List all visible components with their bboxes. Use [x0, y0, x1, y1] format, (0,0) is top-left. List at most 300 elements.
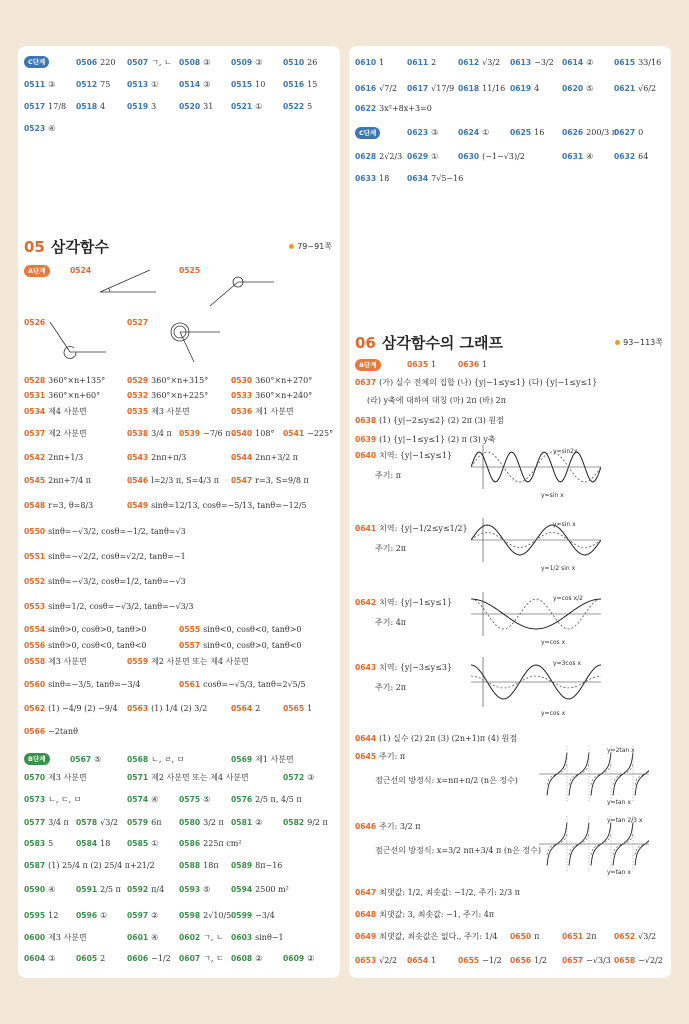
problem-number: 0570	[24, 773, 46, 782]
answer-text: sinθ=−√2/2, cosθ=√2/2, tanθ=−1	[48, 552, 186, 561]
problem-number: 0546	[127, 476, 149, 485]
answer-item	[407, 956, 436, 966]
problem-number: 0579	[127, 818, 149, 827]
problem-number: 0517	[24, 102, 46, 111]
answer-item	[283, 58, 317, 68]
answer-text: r=3, θ=8/3	[48, 501, 94, 510]
answer-item	[76, 911, 107, 921]
answer-text: 2	[255, 704, 261, 713]
period-text: 주기: 2π	[375, 544, 407, 553]
answer-item	[562, 956, 611, 966]
answer-text: 360°×n+60°	[48, 391, 101, 400]
answer-item	[407, 152, 438, 162]
answer-item	[127, 795, 158, 805]
answer-text: √3/2	[482, 58, 501, 67]
answer-item	[24, 407, 87, 417]
answer-item	[407, 174, 463, 184]
answer-text: 치역: {y|−1≤y≤1}	[379, 451, 453, 460]
answer-text: (1) {y|−2≤y≤2} (2) 2π (3) 원점	[379, 416, 504, 425]
function-graph	[471, 518, 601, 576]
problem-number: 0534	[24, 407, 46, 416]
answer-text: 제3 사분면	[48, 933, 87, 942]
answer-item	[127, 476, 219, 486]
answer-item	[179, 954, 224, 964]
answer-item	[127, 704, 207, 714]
problem-number: 0652	[614, 932, 636, 941]
answer-text: sinθ=1/2, cosθ=−√3/2, tanθ=−√3/3	[48, 602, 194, 611]
answer-item	[24, 839, 53, 849]
problem-number: 0597	[127, 911, 149, 920]
answer-text: sinθ>0, cosθ>0, tanθ>0	[48, 625, 147, 634]
answer-item	[355, 888, 520, 898]
problem-number: 0569	[231, 755, 253, 764]
answer-item	[231, 911, 275, 921]
answer-text: 주기: 3/2 π	[379, 822, 421, 831]
answer-item	[562, 58, 593, 68]
problem-number: 0595	[24, 911, 46, 920]
answer-text: ②	[255, 818, 263, 827]
answer-item	[283, 429, 333, 439]
answer-text: 제3 사분면	[151, 407, 190, 416]
problem-number: 0528	[24, 376, 46, 385]
answer-text: ㄱ, ㄴ	[151, 58, 172, 67]
answer-text: 18π	[203, 861, 219, 870]
answer-text: 17/8	[48, 102, 67, 111]
answer-item	[458, 152, 525, 162]
answer-text: −√2/2	[638, 956, 663, 965]
answer-text: 주기: π	[379, 752, 406, 761]
problem-number: 0562	[24, 704, 46, 713]
problem-number: 0541	[283, 429, 305, 438]
answer-text: 200/3 π	[586, 128, 617, 137]
answer-text: 최댓값: 3, 최솟값: −1, 주기: 4π	[379, 910, 495, 919]
answer-text: ⑤	[203, 885, 211, 894]
answer-text: 최댓값, 최솟값은 없다., 주기: 1/4	[379, 932, 498, 941]
answer-text: −3/2	[534, 58, 554, 67]
answer-text: 제2 사분면	[48, 429, 87, 438]
problem-number: 0515	[231, 80, 253, 89]
problem-number: 0506	[76, 58, 98, 67]
problem-number: 0612	[458, 58, 480, 67]
curve-label: y=cos x/2	[553, 595, 583, 602]
answer-item	[231, 476, 309, 486]
problem-number: 0618	[458, 84, 480, 93]
problem-number: 0598	[179, 911, 201, 920]
problem-number: 0529	[127, 376, 149, 385]
problem-number: 0530	[231, 376, 253, 385]
chapter-name: 삼각함수	[50, 238, 109, 256]
answer-text: 10	[255, 80, 266, 89]
answer-item	[179, 429, 231, 439]
problem-number: 0553	[24, 602, 46, 611]
problem-number: 0548	[24, 501, 46, 510]
answer-item	[355, 451, 452, 461]
answer-text: 2nπ+7/4 π	[48, 476, 92, 485]
problem-number: 0564	[231, 704, 253, 713]
problem-number: 0615	[614, 58, 636, 67]
problem-number: 0636	[458, 360, 480, 369]
problem-number: 0575	[179, 795, 201, 804]
answer-text: 220	[100, 58, 116, 67]
period-text: 주기: 4π	[375, 618, 407, 627]
answer-text: ③	[431, 128, 439, 137]
answer-item	[355, 598, 452, 608]
answer-item	[179, 641, 302, 651]
answer-item	[127, 933, 158, 943]
problem-number: 0568	[127, 755, 149, 764]
problem-number: 0552	[24, 577, 46, 586]
period-text: 주기: π	[375, 471, 401, 480]
problem-number: 0520	[179, 102, 201, 111]
answer-item	[231, 885, 289, 895]
answer-item	[283, 102, 312, 112]
problem-number: 0507	[127, 58, 149, 67]
problem-number: 0653	[355, 956, 377, 965]
answer-text: √2/2	[379, 956, 398, 965]
answer-text: ②	[307, 954, 315, 963]
problem-number: 0527	[127, 318, 149, 327]
answer-item	[458, 360, 487, 370]
answer-text: ③	[203, 80, 211, 89]
answer-text: 11/16	[482, 84, 506, 93]
problem-number: 0594	[231, 885, 253, 894]
answer-item	[231, 391, 312, 401]
answer-text: 2√10/5	[203, 911, 232, 920]
answer-text: ③	[255, 58, 263, 67]
answer-item	[407, 128, 438, 138]
problem-number: 0641	[355, 524, 377, 533]
chapter-title	[24, 236, 109, 257]
curve-label: y=tan x	[607, 799, 631, 806]
problem-number: 0588	[179, 861, 201, 870]
answer-item	[614, 58, 661, 68]
answer-text: 360°×n+225°	[151, 391, 209, 400]
problem-number: 0524	[70, 266, 92, 275]
answer-text: ⑤	[94, 755, 102, 764]
answer-text: ①	[151, 839, 159, 848]
answer-item	[355, 435, 496, 445]
answer-text: −7/6 π	[203, 429, 231, 438]
answer-text: 360°×n+240°	[255, 391, 313, 400]
answer-item	[179, 861, 219, 871]
answer-text: ④	[151, 933, 159, 942]
answer-item	[231, 861, 282, 871]
answer-item	[367, 396, 506, 406]
problem-number: 0591	[76, 885, 98, 894]
problem-number: 0656	[510, 956, 532, 965]
answer-text: sinθ=−√3/2, cosθ=1/2, tanθ=−√3	[48, 577, 186, 586]
answer-item	[24, 861, 155, 871]
problem-number: 0509	[231, 58, 253, 67]
answer-text: ㄱ, ㄷ	[203, 954, 224, 963]
answer-text: 2/5 π, 4/5 π	[255, 795, 302, 804]
problem-number: 0655	[458, 956, 480, 965]
answer-text: 3/4 π	[48, 818, 69, 827]
left-answer-panel	[18, 46, 340, 978]
problem-number: 0583	[24, 839, 46, 848]
problem-number: 0523	[24, 124, 46, 133]
answer-item	[283, 818, 328, 828]
answer-item	[24, 773, 87, 783]
answer-text: 4	[100, 102, 106, 111]
answer-text: 제1 사분면	[255, 407, 294, 416]
answer-text: r=3, S=9/8 π	[255, 476, 309, 485]
problem-number: 0657	[562, 956, 584, 965]
answer-item	[231, 429, 274, 439]
answer-text: ④	[151, 795, 159, 804]
problem-number: 0610	[355, 58, 377, 67]
answer-item	[127, 407, 190, 417]
answer-text: l=2/3 π, S=4/3 π	[151, 476, 220, 485]
answer-text: ④	[48, 885, 56, 894]
answer-item	[24, 391, 100, 401]
answer-text: 치역: {y|−3≤y≤3}	[379, 663, 453, 672]
problem-number: 0516	[283, 80, 305, 89]
answer-item	[231, 376, 312, 386]
chapter-number: 05	[24, 238, 45, 256]
answer-text: (가) 실수 전체의 집합 (나) {y|−1≤y≤1} (다) {y|−1≤y≤1}	[379, 378, 598, 387]
problem-number: 0629	[407, 152, 429, 161]
answer-item	[231, 818, 262, 828]
problem-number: 0640	[355, 451, 377, 460]
answer-item	[127, 429, 172, 439]
answer-text: 9/2 π	[307, 818, 328, 827]
problem-number: 0586	[179, 839, 201, 848]
badge-c: C단계	[355, 127, 380, 139]
problem-number: 0644	[355, 734, 377, 743]
answer-item	[127, 391, 208, 401]
answer-text: 1	[379, 58, 385, 67]
answer-item	[127, 376, 208, 386]
problem-number: 0599	[231, 911, 253, 920]
answer-item	[24, 625, 147, 635]
problem-number: 0566	[24, 727, 46, 736]
answer-text: ②	[586, 58, 594, 67]
answer-text: 제2 사분면 또는 제4 사분면	[151, 773, 249, 782]
answer-text: (−1−√3)/2	[482, 152, 525, 161]
answer-item	[127, 954, 171, 964]
answer-item	[24, 657, 87, 667]
problem-number: 0545	[24, 476, 46, 485]
answer-item	[76, 839, 110, 849]
problem-number: 0532	[127, 391, 149, 400]
answer-text: ①	[100, 911, 108, 920]
curve-label: y=tan 2/3 x	[607, 817, 643, 824]
problem-number: 0645	[355, 752, 377, 761]
problem-number: 0607	[179, 954, 201, 963]
answer-item	[24, 552, 186, 562]
answer-text: 16	[534, 128, 545, 137]
answer-text: 1	[431, 360, 437, 369]
problem-number: 0637	[355, 378, 377, 387]
answer-text: −3/4	[255, 911, 275, 920]
answer-item	[127, 911, 158, 921]
problem-number: 0606	[127, 954, 149, 963]
answer-item	[355, 910, 494, 920]
badge-a: A단계	[24, 265, 50, 277]
answer-item	[614, 956, 663, 966]
answer-item	[24, 602, 193, 612]
answer-text: −√3/3	[586, 956, 611, 965]
angle-figure	[96, 264, 166, 302]
answer-text: sinθ=12/13, cosθ=−5/13, tanθ=−12/5	[151, 501, 307, 510]
answer-item	[24, 795, 82, 805]
answer-text: 제4 사분면	[48, 407, 87, 416]
answer-item	[127, 755, 185, 765]
answer-text: 치역: {y|−1/2≤y≤1/2}	[379, 524, 468, 533]
answer-text: ③	[203, 58, 211, 67]
answer-text: −2tanθ	[48, 727, 78, 736]
answer-item	[355, 932, 498, 942]
problem-number: 0621	[614, 84, 636, 93]
answer-text: 2	[100, 954, 106, 963]
answer-item	[24, 704, 118, 714]
answer-text: ②	[151, 911, 159, 920]
answer-item	[355, 416, 504, 426]
curve-label: y=tan x	[607, 869, 631, 876]
answer-text: π/4	[151, 885, 165, 894]
problem-number: 0627	[614, 128, 636, 137]
problem-number: 0589	[231, 861, 253, 870]
answer-text: 0	[638, 128, 644, 137]
problem-number: 0625	[510, 128, 532, 137]
answer-text: 2nπ+π/3	[151, 453, 187, 462]
answer-text: 26	[307, 58, 318, 67]
problem-number: 0572	[283, 773, 305, 782]
answer-text: √6/2	[638, 84, 657, 93]
problem-number: 0554	[24, 625, 46, 634]
answer-item	[127, 657, 249, 667]
problem-number: 0642	[355, 598, 377, 607]
answer-item	[407, 360, 436, 370]
answer-text: √17/9	[431, 84, 455, 93]
answer-text: ④	[48, 124, 56, 133]
answer-text: 360°×n+315°	[151, 376, 209, 385]
function-graph	[471, 657, 601, 721]
answer-text: ③	[307, 773, 315, 782]
answer-item	[231, 58, 262, 68]
problem-number: 0649	[355, 932, 377, 941]
answer-item	[355, 663, 452, 673]
answer-item	[179, 80, 210, 90]
problem-number: 0542	[24, 453, 46, 462]
problem-number: 0608	[231, 954, 253, 963]
answer-item	[24, 102, 66, 112]
answer-item	[355, 378, 597, 388]
problem-number: 0604	[24, 954, 46, 963]
problem-number: 0633	[355, 174, 377, 183]
answer-item	[179, 818, 224, 828]
problem-number: 0531	[24, 391, 46, 400]
answer-item	[179, 680, 306, 690]
page-range-text: 93~113쪽	[623, 338, 663, 347]
answer-item	[179, 885, 210, 895]
answer-item	[24, 641, 147, 651]
answer-item	[355, 956, 397, 966]
answer-text: ㄱ, ㄴ	[203, 933, 224, 942]
answer-item	[24, 453, 83, 463]
answer-item	[24, 124, 55, 134]
answer-text: −1/2	[151, 954, 171, 963]
answer-item	[355, 58, 384, 68]
page-range	[289, 241, 332, 252]
problem-number: 0551	[24, 552, 46, 561]
tangent-graph	[539, 746, 649, 810]
angle-figure	[200, 268, 280, 314]
curve-label: y=cos x	[541, 710, 566, 717]
chapter-title	[355, 332, 503, 353]
answer-text: ⑤	[586, 84, 594, 93]
problem-number: 0513	[127, 80, 149, 89]
answer-text: (라) y축에 대하여 대칭 (마) 2π (바) 2π	[367, 396, 507, 405]
answer-item	[24, 501, 93, 511]
function-graph	[471, 592, 601, 650]
problem-number: 0602	[179, 933, 201, 942]
answer-text: 12	[48, 911, 59, 920]
answer-text: 3x²+8x+3=0	[379, 104, 432, 113]
answer-text: 64	[638, 152, 649, 161]
answer-text: √3/2	[100, 818, 119, 827]
problem-number: 0639	[355, 435, 377, 444]
problem-number: 0511	[24, 80, 46, 89]
answer-text: −1/2	[482, 956, 502, 965]
problem-number: 0565	[283, 704, 305, 713]
bullet-icon	[289, 244, 294, 249]
problem-number: 0581	[231, 818, 253, 827]
answer-text: ⑤	[203, 795, 211, 804]
answer-text: (1) {y|−1≤y≤1} (2) π (3) y축	[379, 435, 496, 444]
answer-text: ①	[151, 80, 159, 89]
badge-c: C단계	[24, 56, 49, 68]
answer-item	[231, 102, 262, 112]
answer-text: 225π cm²	[203, 839, 242, 848]
problem-number: 0519	[127, 102, 149, 111]
problem-number: 0559	[127, 657, 149, 666]
answer-item	[76, 58, 115, 68]
answer-item	[562, 152, 593, 162]
problem-number: 0614	[562, 58, 584, 67]
answer-item	[24, 885, 55, 895]
problem-number: 0654	[407, 956, 429, 965]
problem-number: 0605	[76, 954, 98, 963]
answer-item	[510, 84, 539, 94]
answer-item	[179, 795, 210, 805]
problem-number: 0563	[127, 704, 149, 713]
problem-number: 0617	[407, 84, 429, 93]
answer-text: cosθ=−√5/3, tanθ=2√5/5	[203, 680, 306, 689]
answer-item	[76, 885, 121, 895]
problem-number: 0626	[562, 128, 584, 137]
answer-text: 108°	[255, 429, 275, 438]
answer-text: −225°	[307, 429, 334, 438]
answer-item	[458, 84, 505, 94]
answer-text: sinθ<0, cosθ>0, tanθ<0	[203, 641, 302, 650]
answer-item	[24, 680, 140, 690]
problem-number: 0601	[127, 933, 149, 942]
answer-item	[407, 58, 436, 68]
answer-item	[562, 128, 617, 138]
problem-number: 0609	[283, 954, 305, 963]
problem-number: 0539	[179, 429, 201, 438]
answer-item	[614, 932, 656, 942]
answer-item	[355, 752, 405, 762]
answer-item	[231, 453, 298, 463]
answer-text: 제3 사분면	[48, 657, 87, 666]
answer-item	[458, 956, 502, 966]
answer-item	[24, 577, 186, 587]
answer-text: ①	[482, 128, 490, 137]
angle-figure	[30, 318, 110, 370]
